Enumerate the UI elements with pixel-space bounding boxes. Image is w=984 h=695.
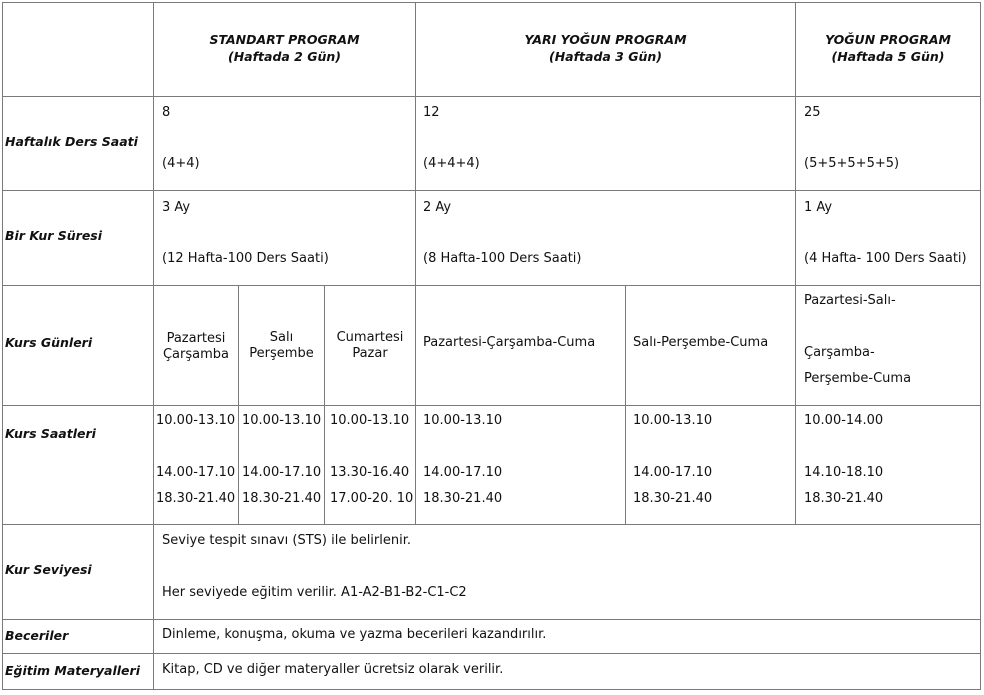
saat-y2-3: 18.30-21.40 [633,491,713,506]
gunler-day: Pazar [352,346,388,361]
haftalik-yogun-value: 25 [804,105,821,120]
saat-s2-2: 14.00-17.10 [242,465,322,480]
kur-seviyesi-line-2: Her seviyede eğitim verilir. A1-A2-B1-B2-C1-C2 [162,585,467,600]
header-yogun-sub: (Haftada 5 Gün) [831,49,945,64]
saat-s2-3: 18.30-21.40 [242,491,322,506]
header-standart [154,31,415,65]
gunler-day: Salı [269,330,294,345]
saat-yog-2: 14.10-18.10 [804,465,884,480]
haftalik-standart-detail: (4+4) [162,156,200,171]
header-yari-sub: (Haftada 3 Gün) [548,49,662,64]
header-yogun [796,31,980,65]
saat-s3-2: 13.30-16.40 [330,465,410,480]
saat-y1-1: 10.00-13.10 [423,413,503,428]
kur-suresi-yogun-value: 1 Ay [804,200,833,215]
kur-suresi-standart-value: 3 Ay [162,200,191,215]
kur-suresi-yogun-detail: (4 Hafta- 100 Ders Saati) [804,251,967,266]
label-beceriler: Beceriler [5,628,69,643]
saat-y1-2: 14.00-17.10 [423,465,503,480]
gunler-yogun-1: Pazartesi-Salı- [804,293,896,308]
saat-y2-1: 10.00-13.10 [633,413,713,428]
kur-suresi-yari-value: 2 Ay [423,200,452,215]
label-kurs-saatleri: Kurs Saatleri [5,426,96,441]
label-haftalik: Haftalık Ders Saati [5,134,138,149]
label-kurs-gunleri: Kurs Günleri [5,335,93,350]
gunler-yogun-2: Çarşamba- [804,345,875,360]
saat-s3-1: 10.00-13.10 [330,413,410,428]
header-standart-title: STANDART PROGRAM [209,32,360,47]
saat-yog-3: 18.30-21.40 [804,491,884,506]
gunler-day: Pazartesi [166,331,226,346]
gunler-standart-3 [325,330,415,362]
label-kur-seviyesi: Kur Seviyesi [5,562,92,577]
gunler-day: Çarşamba [162,347,229,362]
gunler-standart-1 [154,331,238,363]
saat-s3-3: 17.00-20. 10 [330,491,414,506]
gunler-standart-2 [239,330,324,362]
haftalik-yogun-detail: (5+5+5+5+5) [804,156,900,171]
gunler-yogun-3: Perşembe-Cuma [804,371,912,386]
header-standart-sub: (Haftada 2 Gün) [227,49,341,64]
materyaller-value: Kitap, CD ve diğer materyaller ücretsiz olarak verilir. [162,662,504,677]
label-kur-suresi: Bir Kur Süresi [5,228,103,243]
saat-s2-1: 10.00-13.10 [242,413,322,428]
saat-s1-1: 10.00-13.10 [156,413,236,428]
gunler-yari-2: Salı-Perşembe-Cuma [633,335,769,350]
haftalik-yari-detail: (4+4+4) [423,156,480,171]
header-yogun-title: YOĞUN PROGRAM [825,32,951,47]
saat-yog-1: 10.00-14.00 [804,413,884,428]
gunler-day: Cumartesi [336,330,404,345]
kur-suresi-standart-detail: (12 Hafta-100 Ders Saati) [162,251,329,266]
saat-s1-2: 14.00-17.10 [156,465,236,480]
beceriler-value: Dinleme, konuşma, okuma ve yazma becerileri kazandırılır. [162,627,547,642]
kur-seviyesi-line-1: Seviye tespit sınavı (STS) ile belirlenir. [162,533,412,548]
saat-y2-2: 14.00-17.10 [633,465,713,480]
haftalik-standart-value: 8 [162,105,171,120]
haftalik-yari-value: 12 [423,105,440,120]
header-yari [416,31,795,65]
saat-s1-3: 18.30-21.40 [156,491,236,506]
gunler-yari-1: Pazartesi-Çarşamba-Cuma [423,335,596,350]
saat-y1-3: 18.30-21.40 [423,491,503,506]
label-materyaller: Eğitim Materyalleri [5,663,140,678]
kur-suresi-yari-detail: (8 Hafta-100 Ders Saati) [423,251,582,266]
header-yari-title: YARI YOĞUN PROGRAM [524,32,687,47]
gunler-day: Perşembe [249,346,314,361]
